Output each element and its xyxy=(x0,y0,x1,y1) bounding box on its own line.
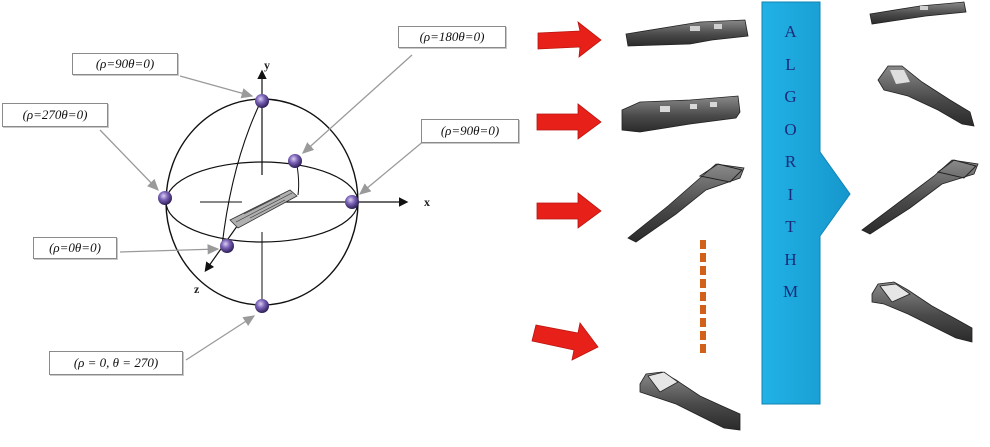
output-part-3 xyxy=(862,160,978,234)
ball-back xyxy=(288,154,302,168)
viewpoint-balls xyxy=(158,94,359,313)
label-rho90-top: (ρ=90θ=0) xyxy=(72,53,178,75)
input-part-1 xyxy=(626,20,748,46)
algorithm-letter: M xyxy=(782,282,800,301)
algorithm-letter: G xyxy=(784,87,798,106)
algorithm-letter: L xyxy=(785,54,797,74)
label-rho180: (ρ=180θ=0) xyxy=(398,26,506,48)
axis-label-x: x xyxy=(424,195,430,209)
algorithm-letter: H xyxy=(784,249,798,269)
red-arrow-4 xyxy=(532,323,598,360)
axes xyxy=(200,72,406,305)
algorithm-letter: R xyxy=(784,152,798,171)
ball-bottom xyxy=(255,299,269,313)
output-part-2 xyxy=(878,66,974,126)
label-rho90-right: (ρ=90θ=0) xyxy=(421,119,519,143)
algorithm-letter: I xyxy=(787,184,795,204)
ball-right xyxy=(345,195,359,209)
axis-label-z: z xyxy=(194,282,200,296)
output-part-4 xyxy=(872,282,972,342)
algorithm-letter: A xyxy=(784,22,798,41)
axis-label-y: y xyxy=(264,58,270,72)
label-rho0: (ρ=0θ=0) xyxy=(33,237,117,259)
algorithm-letter: O xyxy=(784,119,798,139)
label-rho0-theta270: (ρ = 0, θ = 270) xyxy=(49,351,183,375)
red-arrow-2 xyxy=(537,104,601,139)
label-rho270: (ρ=270θ=0) xyxy=(2,103,108,127)
red-arrow-1 xyxy=(538,22,601,57)
red-arrows xyxy=(532,22,601,360)
output-part-1 xyxy=(870,2,966,24)
ball-left xyxy=(158,191,172,205)
algorithm-letters xyxy=(762,22,820,302)
ball-front xyxy=(220,239,234,253)
input-part-2 xyxy=(622,96,740,132)
output-parts xyxy=(862,2,978,342)
input-part-4 xyxy=(640,372,740,430)
center-part xyxy=(230,190,297,228)
orange-dashes xyxy=(700,240,706,353)
input-part-3 xyxy=(628,164,744,242)
input-parts xyxy=(622,20,748,430)
algorithm-letter: T xyxy=(785,217,797,236)
ball-top xyxy=(255,94,269,108)
red-arrow-3 xyxy=(537,193,601,228)
